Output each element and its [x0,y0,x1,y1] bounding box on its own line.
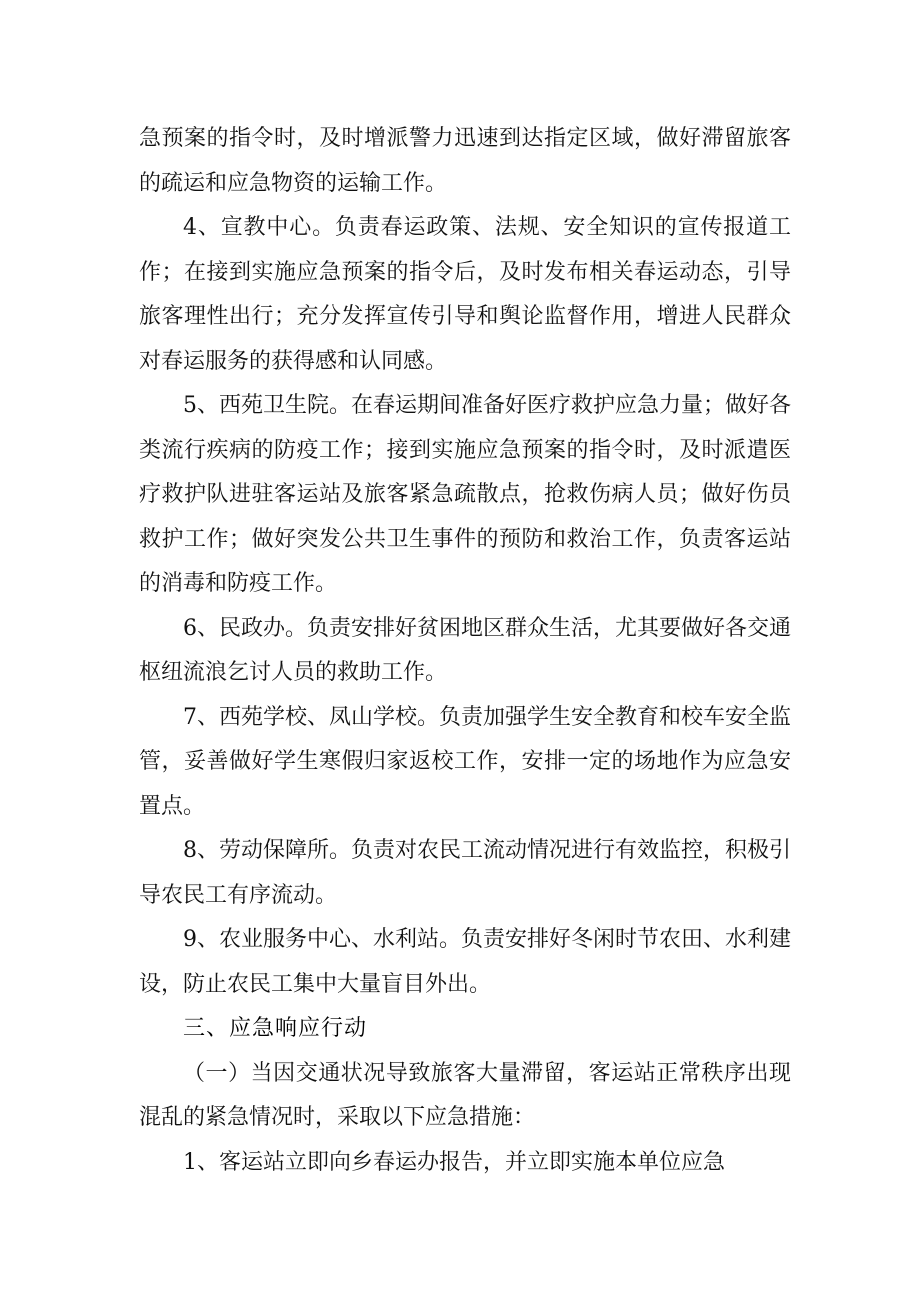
paragraph-item-8: 8、劳动保障所。负责对农民工流动情况进行有效监控，积极引导农民工有序流动。 [139,838,791,908]
paragraph-item-9: 9、农业服务中心、水利站。负责安排好冬闲时节农田、水利建设，防止农民工集中大量盲目外出。 [139,927,791,997]
paragraph-item-7: 7、西苑学校、凤山学校。负责加强学生安全教育和校车安全监管，妥善做好学生寒假归家返校工作，安排一定的场地作为应急安置点。 [139,704,791,819]
document-body [139,117,791,1185]
paragraph-measure-1: 1、客运站立即向乡春运办报告，并立即实施本单位应急 [183,1149,725,1175]
paragraph-item-6: 6、民政办。负责安排好贫困地区群众生活，尤其要做好各交通枢纽流浪乞讨人员的救助工作。 [139,615,791,685]
paragraph-item-4: 4、宣教中心。负责春运政策、法规、安全知识的宣传报道工作；在接到实施应急预案的指令后，及时发布相关春运动态，引导旅客理性出行；充分发挥宣传引导和舆论监督作用，增进人民群众对春运服务的获得感和认同感。 [139,215,791,374]
paragraph-item-5: 5、西苑卫生院。在春运期间准备好医疗救护应急力量；做好各类流行疾病的防疫工作；接到实施应急预案的指令时，及时派遣医疗救护队进驻客运站及旅客紧急疏散点，抢救伤病人员；做好伤员救护工作；做好突发公共卫生事件的预防和救治工作，负责客运站的消毒和防疫工作。 [139,393,791,596]
paragraph-continuation: 急预案的指令时，及时增派警力迅速到达指定区域，做好滞留旅客的疏运和应急物资的运输工作。 [139,126,791,196]
section-heading: 三、应急响应行动 [183,1016,368,1041]
paragraph-subsection-1: （一）当因交通状况导致旅客大量滞留，客运站正常秩序出现混乱的紧急情况时，采取以下应急措施： [139,1060,791,1130]
